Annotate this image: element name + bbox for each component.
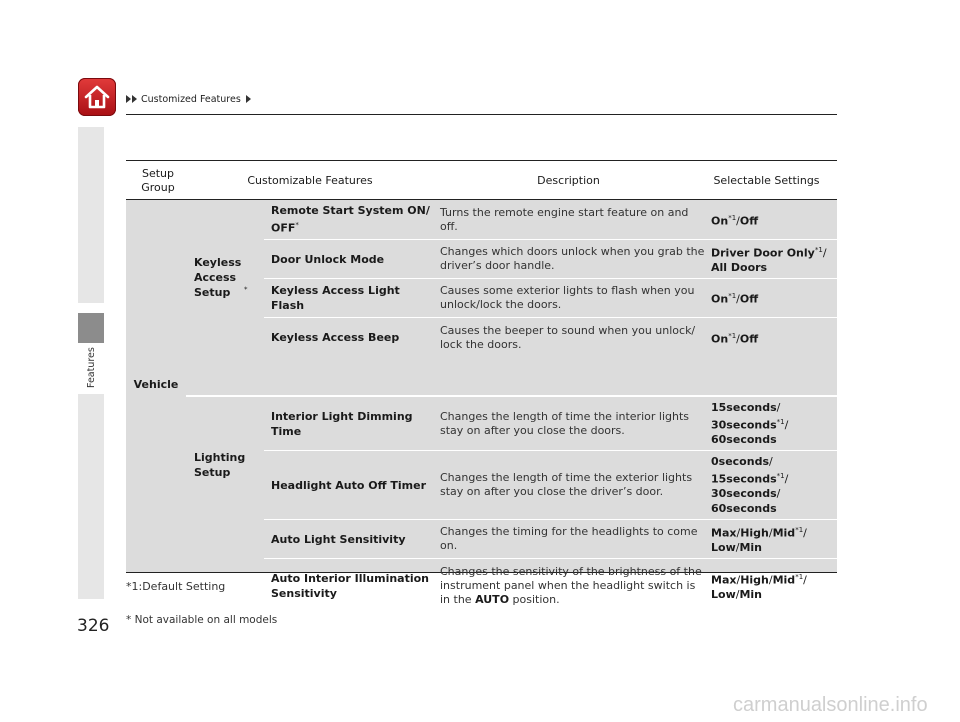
setting-option: On (711, 332, 729, 346)
setting-separator: / (803, 573, 807, 587)
header-divider (126, 114, 837, 115)
feature-name: Auto Interior Illumination Sensitivity (271, 572, 430, 600)
setting-option: Off (739, 214, 759, 228)
default-marker: *1 (728, 331, 737, 340)
breadcrumb-arrow-icon (132, 95, 137, 103)
feature-name: Headlight Auto Off Timer (271, 478, 426, 492)
unavailable-marker: * (244, 285, 248, 294)
setting-separator: / (769, 454, 773, 468)
table-header (126, 160, 837, 200)
setting-option: Min (739, 541, 763, 555)
setting-option: 60seconds (711, 502, 777, 516)
default-marker: *1 (795, 572, 804, 581)
table-row (264, 240, 837, 279)
default-marker: *1 (814, 245, 823, 254)
selectable-settings (711, 200, 837, 239)
selectable-settings (711, 279, 837, 317)
side-tab-label: Features (86, 347, 97, 388)
default-marker: *1 (728, 292, 737, 301)
feature-description: Changes which doors unlock when you grab the driver’s door handle. (440, 245, 705, 272)
breadcrumb-label[interactable]: Customized Features (141, 94, 241, 105)
feature-description: Causes some exterior lights to flash when you unlock/lock the doors. (440, 284, 695, 311)
description-emphasis: AUTO (475, 593, 510, 606)
watermark: carmanualsonline.info (733, 694, 928, 716)
setting-separator: / (768, 526, 773, 540)
feature-name: Door Unlock Mode (271, 252, 385, 266)
selectable-settings (711, 318, 837, 357)
setting-option: 60seconds (711, 433, 777, 447)
breadcrumb-arrow-icon (126, 95, 131, 103)
feature-description: Causes the beeper to sound when you unlock/ lock the doors. (440, 323, 696, 351)
setting-separator: / (736, 573, 741, 587)
setting-option: Driver Door Only (711, 246, 815, 260)
table-row (264, 279, 837, 318)
setting-option: All Doors (711, 261, 768, 275)
setting-option: 15seconds (711, 472, 777, 486)
feature-name: Keyless Access Beep (271, 331, 400, 344)
setting-option: On (711, 292, 729, 306)
setting-option: 30seconds (711, 487, 777, 501)
side-tab-upper (78, 127, 104, 303)
home-icon (83, 83, 111, 111)
setting-option: Max (711, 573, 737, 587)
default-setting-footnote: *1:Default Setting (126, 580, 226, 593)
setting-separator: / (776, 400, 781, 414)
setting-option: Low (711, 588, 736, 602)
side-tab-lower (78, 394, 104, 599)
selectable-settings (711, 520, 837, 558)
setting-separator: / (784, 472, 789, 486)
home-button[interactable] (78, 78, 116, 116)
table-row (264, 318, 837, 357)
setting-separator: / (736, 526, 741, 540)
side-tab-features[interactable] (78, 313, 104, 343)
setting-option: High (740, 573, 769, 587)
feature-label: Remote Start System ON/ OFF (271, 204, 430, 235)
column-header-features: Customizable Features (247, 174, 373, 187)
setting-separator: / (822, 246, 827, 260)
subgroup-label: Keyless Access Setup (194, 256, 242, 299)
setting-option: Max (711, 526, 737, 540)
setting-option: Mid (772, 573, 796, 587)
setting-option: 0seconds (711, 454, 769, 468)
subgroup-lighting (194, 450, 260, 480)
setting-option: Low (711, 541, 736, 555)
selectable-settings (711, 397, 837, 450)
default-marker: *1 (776, 417, 785, 426)
column-header-description: Description (537, 174, 600, 187)
selectable-settings (711, 451, 837, 519)
setting-separator: / (736, 292, 740, 306)
default-marker: *1 (795, 525, 804, 534)
feature-description: Changes the timing for the headlights to come on. (440, 525, 698, 552)
setting-option: Min (739, 588, 763, 602)
setting-separator: / (735, 541, 740, 555)
column-header-settings: Selectable Settings (713, 174, 820, 187)
feature-name (271, 200, 431, 239)
setting-option: High (740, 526, 769, 540)
unavailable-marker: * (295, 221, 299, 230)
feature-name: Auto Light Sensitivity (271, 532, 406, 546)
default-marker: *1 (728, 213, 737, 222)
page-number: 326 (77, 616, 110, 636)
selectable-settings (711, 559, 837, 613)
setting-option: Mid (772, 526, 796, 540)
breadcrumb[interactable] (126, 94, 252, 105)
description-text: Changes the sensitivity of the brightness of the instrument panel when the headlight switch is in the (440, 565, 702, 606)
feature-description: Changes the length of time the exterior lights stay on after you close the driver’s door. (440, 471, 693, 498)
feature-name: Keyless Access Light Flash (271, 284, 400, 312)
table-row (264, 200, 837, 240)
setting-separator: / (768, 573, 773, 587)
feature-description: Changes the length of time the interior lights stay on after you close the doors. (440, 409, 689, 437)
description-text: position. (509, 593, 560, 606)
table-row (264, 397, 837, 451)
subgroup-keyless-access (194, 255, 260, 300)
breadcrumb-arrow-icon (246, 95, 251, 103)
feature-description: Turns the remote engine start feature on and off. (440, 205, 689, 233)
setting-option: On (711, 214, 729, 228)
table-row (264, 451, 837, 520)
availability-note: * Not available on all models (126, 614, 278, 626)
setting-separator: / (803, 526, 807, 540)
setting-separator: / (776, 487, 781, 501)
setup-group-vehicle: Vehicle (133, 378, 179, 391)
setting-separator: / (736, 332, 740, 346)
feature-name: Interior Light Dimming Time (271, 409, 413, 438)
default-marker: *1 (776, 471, 785, 480)
subgroup-label: Lighting Setup (194, 451, 246, 479)
column-header-setup-group: Setup Group (141, 167, 175, 194)
setting-separator: / (735, 588, 740, 602)
setting-option: 30seconds (711, 418, 777, 432)
setting-option: 15seconds (711, 400, 777, 414)
setting-option: Off (739, 292, 759, 306)
table-row (264, 559, 837, 613)
setting-separator: / (736, 214, 740, 228)
setting-separator: / (784, 418, 789, 432)
table-row (264, 520, 837, 559)
setting-option: Off (739, 332, 759, 346)
selectable-settings (711, 240, 837, 278)
feature-description (440, 559, 705, 613)
